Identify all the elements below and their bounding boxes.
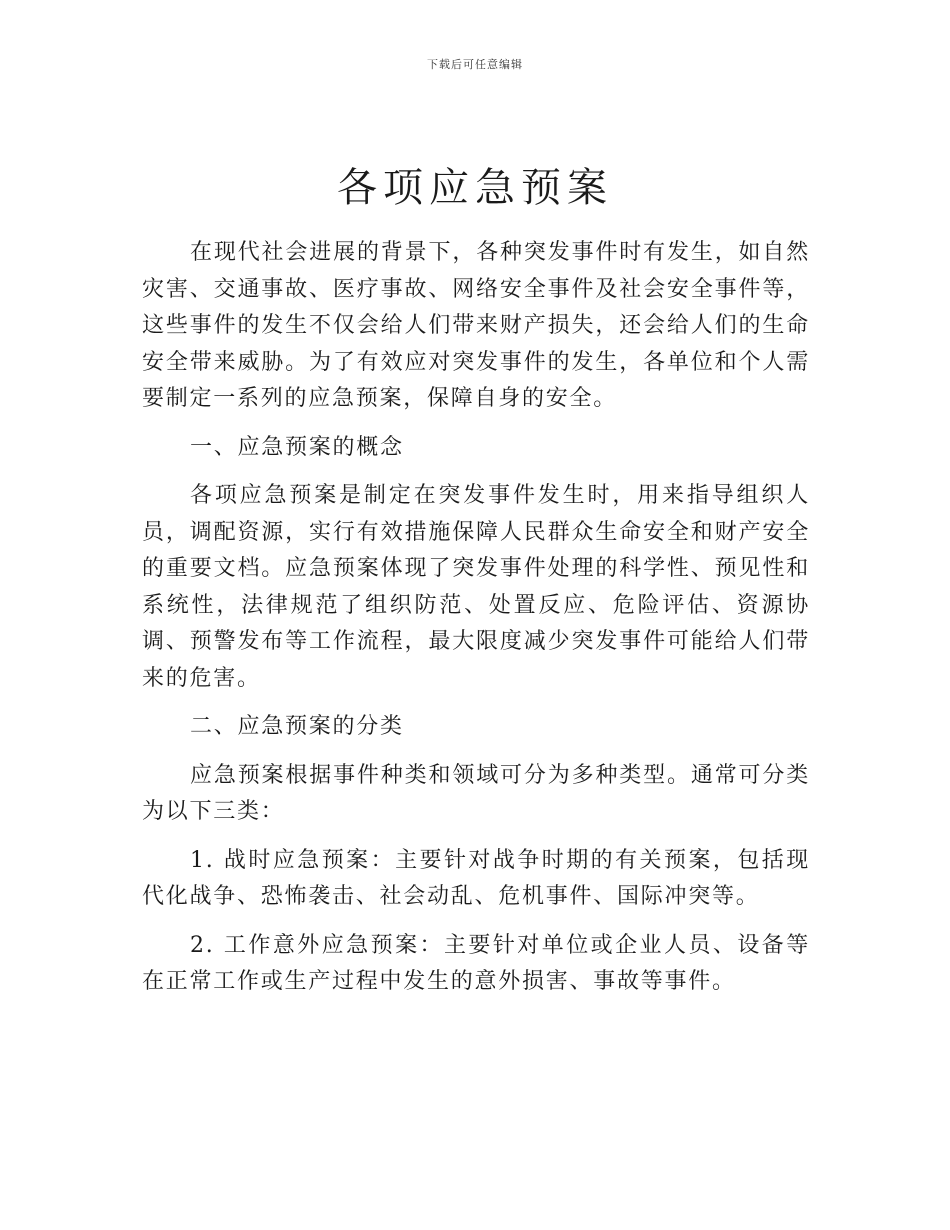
list-item-wartime: 1. 战时应急预案：主要针对战争时期的有关预案，包括现代化战争、恐怖袭击、社会动乱、危机事件、国际冲突等。 (142, 847, 810, 909)
section-heading-classification: 二、应急预案的分类 (190, 714, 404, 739)
document-body (142, 235, 810, 1013)
document-title: 各项应急预案 (337, 165, 613, 211)
list-item-work-accident: 2. 工作意外应急预案：主要针对单位或企业人员、设备等在正常工作或生产过程中发生的意外损害、事故等事件。 (142, 932, 810, 994)
intro-paragraph: 在现代社会进展的背景下，各种突发事件时有发生，如自然灾害、交通事故、医疗事故、网络安全事件及社会安全事件等，这些事件的发生不仅会给人们带来财产损失，还会给人们的生命安全带来威胁。为了有效应对突发事件的发生，各单位和个人需要制定一系列的应急预案，保障自身的安全。 (142, 240, 810, 411)
classification-paragraph: 应急预案根据事件种类和领域可分为多种类型。通常可分类为以下三类： (142, 762, 810, 824)
header-note: 下载后可任意编辑 (427, 58, 523, 71)
section-heading-concept: 一、应急预案的概念 (190, 434, 404, 460)
concept-paragraph: 各项应急预案是制定在突发事件发生时，用来指导组织人员，调配资源，实行有效措施保障人民群众生命安全和财产安全的重要文档。应急预案体现了突发事件处理的科学性、预见性和系统性，法律规范了组织防范、处置反应、危险评估、资源协调、预警发布等工作流程，最大限度减少突发事件可能给人们带来的危害。 (142, 483, 810, 691)
